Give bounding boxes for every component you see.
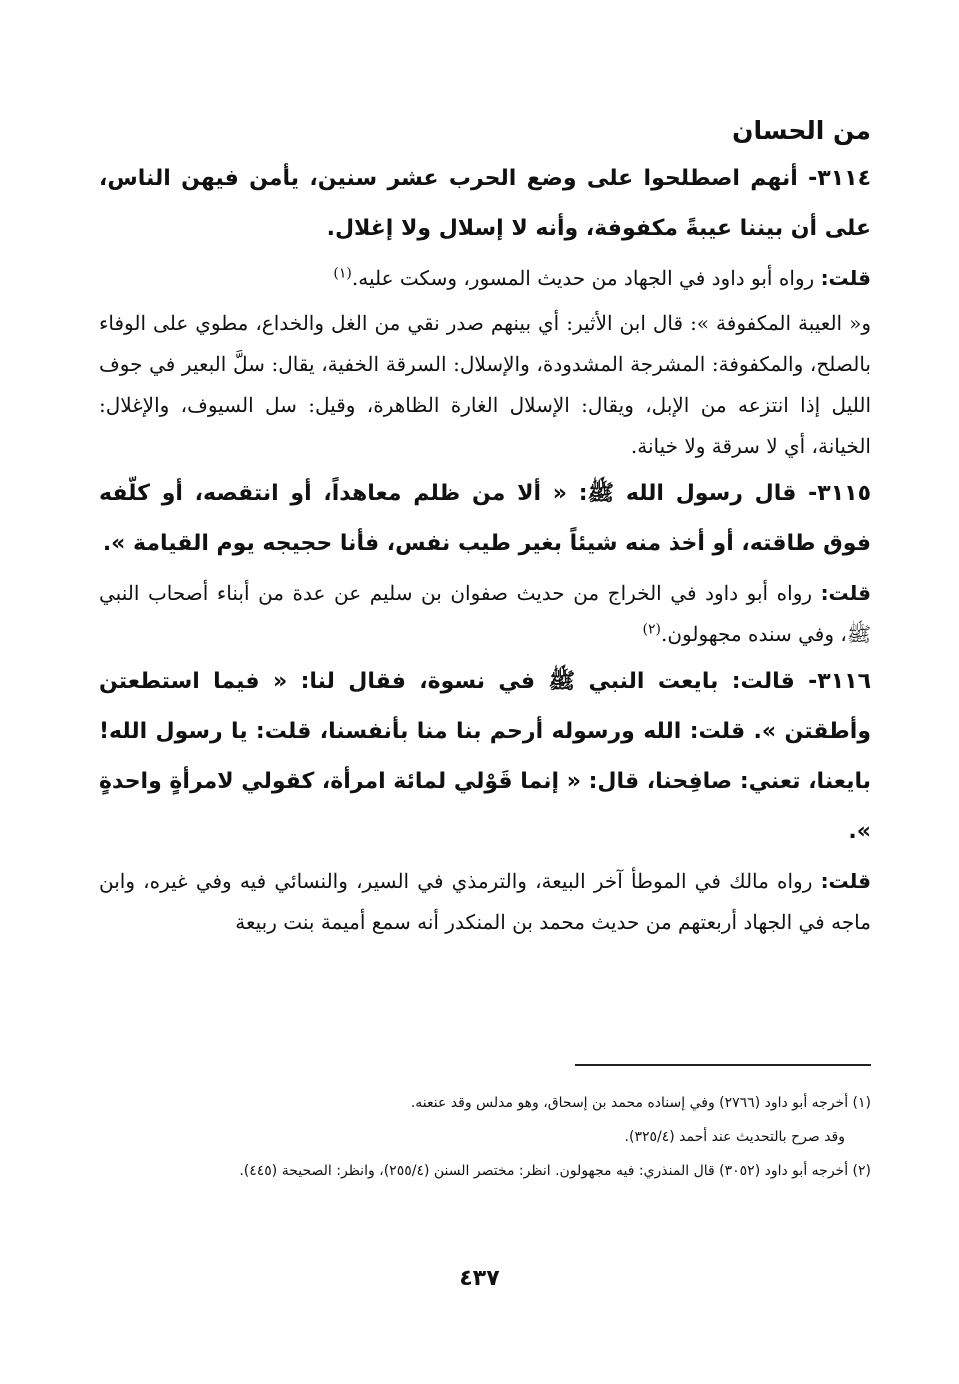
commentary-3116	[99, 861, 871, 943]
hadith-3114: ٣١١٤- أنهم اصطلحوا على وضع الحرب عشر سنين، يأمن فيهن الناس، على أن بيننا عيبةً مكفوفة، وأنه لا إسلال ولا إغلال.	[99, 166, 871, 241]
section-title: من الحسان	[732, 116, 871, 145]
footnote-ref-1[interactable]: (١)	[333, 265, 352, 282]
commentary-label: قلت:	[820, 266, 871, 290]
page-number: ٤٣٧	[459, 1266, 500, 1291]
commentary-label: قلت:	[820, 869, 871, 893]
hadith-3116: ٣١١٦- قالت: بايعت النبي ﷺ في نسوة، فقال لنا: « فيما استطعتن وأطقتن ». قلت: الله ورسوله أرحم بنا منا بأنفسنا، قلت: يا رسول الله! بايعنا، تعني: صافِحنا، قال: « إنما قَوْلي لمائة امرأة، كقولي لامرأةٍ واحدةٍ ».	[99, 669, 871, 844]
footnote-ref-2[interactable]: (٢)	[642, 621, 661, 638]
footnote-2: (٢) أخرجه أبو داود (٣٠٥٢) قال المنذري: فيه مجهولون. انظر: مختصر السنن (٢٥٥/٤)، وانظر: الصحيحة (٤٤٥).	[239, 1163, 871, 1179]
commentary-text: رواه مالك في الموطأ آخر البيعة، والترمذي في السير، والنسائي فيه وفي غيره، وابن ماجه في الجهاد أربعتهم من حديث محمد بن المنكدر أنه سمع أميمة بنت ربيعة	[99, 869, 871, 934]
commentary-3115	[99, 573, 871, 655]
hadith-3115: ٣١١٥- قال رسول الله ﷺ: « ألا من ظلم معاهداً، أو انتقصه، أو كلّفه فوق طاقته، أو أخذ منه شيئاً بغير طيب نفس، فأنا حجيجه يوم القيامة ».	[99, 481, 871, 556]
footnote-1: (١) أخرجه أبو داود (٢٧٦٦) وفي إسناده محمد بن إسحاق، وهو مدلس وقد عنعنه.	[410, 1095, 871, 1111]
main-text	[99, 108, 871, 945]
commentary-label: قلت:	[820, 581, 871, 605]
footnote-1-continuation: وقد صرح بالتحديث عند أحمد (٣٢٥/٤).	[624, 1129, 845, 1145]
footnote-divider	[575, 1064, 871, 1066]
commentary-3114	[99, 258, 871, 299]
footnotes	[99, 1088, 871, 1190]
commentary-text: رواه أبو داود في الجهاد من حديث المسور، وسكت عليه.	[351, 266, 821, 290]
explanation-3114: و« العيبة المكفوفة »: قال ابن الأثير: أي بينهم صدر نقي من الغل والخداع، مطوي على الوفاء بالصلح، والمكفوفة: المشرجة المشدودة، والإسلال: السرقة الخفية، يقال: سلَّ البعير في جوف الليل إذا انتزعه من الإبل، ويقال: الإسلال الغارة الظاهرة، وقيل: سل السيوف، والإغلال: الخيانة، أي لا سرقة ولا خيانة.	[99, 311, 871, 458]
commentary-text: رواه أبو داود في الخراج من حديث صفوان بن سليم عن عدة من أبناء أصحاب النبي ﷺ، وفي سنده مجهولون.	[99, 581, 871, 646]
